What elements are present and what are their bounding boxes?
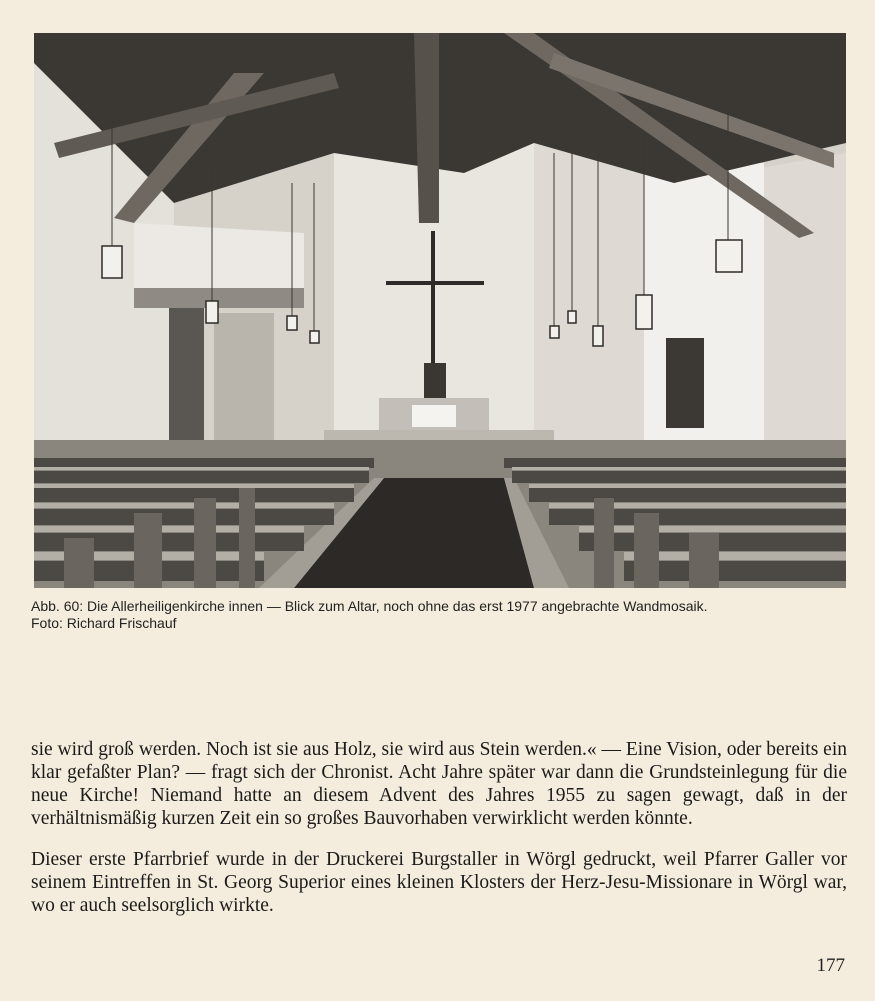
paragraph: Dieser erste Pfarrbrief wurde in der Druckerei Burgstaller in Wörgl gedruckt, weil Pfarrer Galler vor seinem Eintreffen in St. Georg Superior eines kleinen Klosters der Herz-Jesu-Missionare in Wörgl war, wo er auch seelsorglich wirkte. [31,849,847,916]
caption-photo-credit: Foto: Richard Frischauf [31,615,177,631]
page-number: 177 [816,955,845,976]
caption-title: Abb. 60: Die Allerheiligenkirche innen — Blick zum Altar, noch ohne das erst 1977 angebrachte Wandmosaik. [31,598,708,614]
body-text [31,738,847,935]
figure-caption [31,598,861,632]
paragraph: sie wird groß werden. Noch ist sie aus Holz, sie wird aus Stein werden.« — Eine Vision, oder bereits ein klar gefaßter Plan? — fragt sich der Chronist. Acht Jahre später war dann die Grundsteinlegung für die neue Kirche! Niemand hatte an diesem Advent des Jahres 1955 zu sagen gewagt, daß in der verhältnismäßig kurzen Zeit ein so großes Bauvorhaben verwirklicht werden könnte. [31,739,847,829]
church-interior-photo [34,33,846,588]
church-interior-illustration [34,33,846,588]
